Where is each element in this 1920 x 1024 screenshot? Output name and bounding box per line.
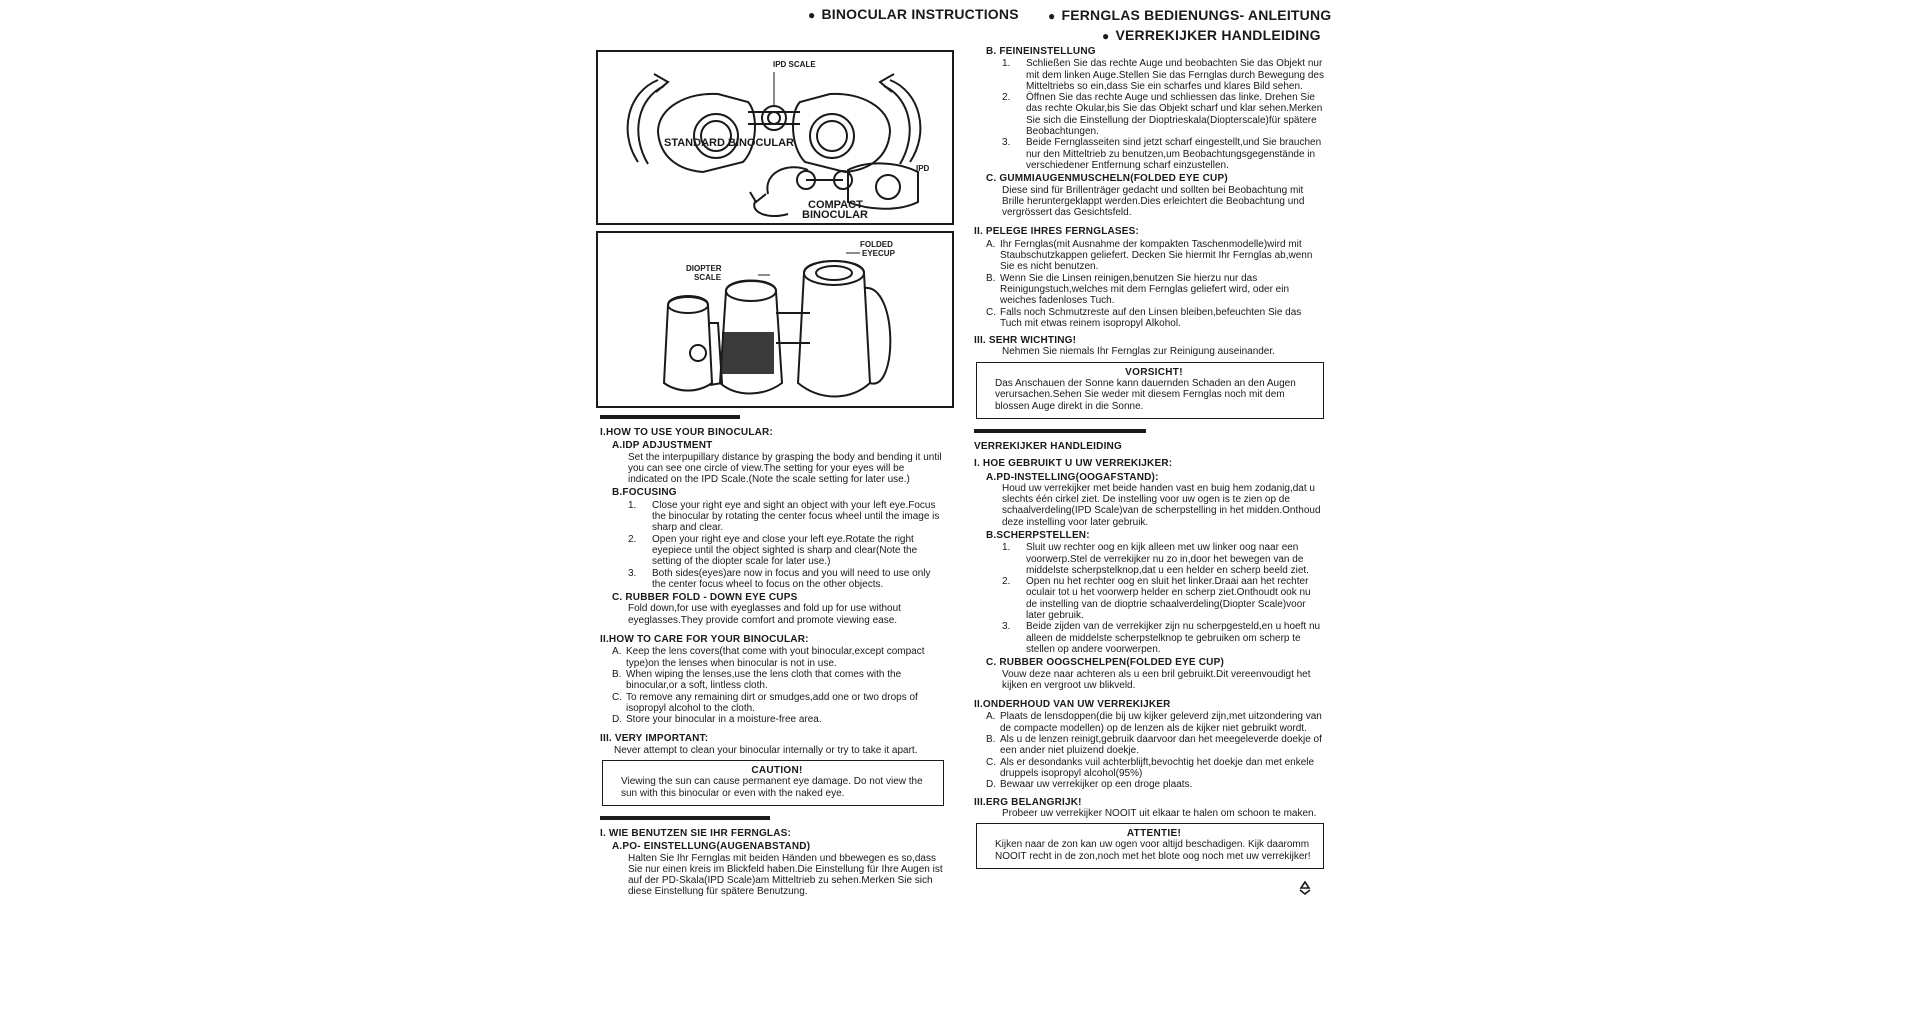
german-s3-title: III. SEHR WICHTING! <box>974 335 1077 347</box>
english-s1-title: I.HOW TO USE YOUR BINOCULAR: <box>600 427 774 438</box>
german-a-text: Halten Sie Ihr Fernglas mit beiden Händen und bbewegen es so,dass Sie nur einen kreis im Blickfeld haben.Die Einstellung für Ihre Augen ist auf der PD-Skala(IPD Scale)am Mitteltrieb zu sehen.Merken Sie sich diese Einstellung für spätere Benutzung. <box>628 852 943 898</box>
dutch-caution-title: ATTENTIE! <box>1126 828 1182 840</box>
section-divider-dutch <box>974 429 1146 433</box>
recycle-icon <box>1297 880 1313 896</box>
dutch-c-title: C. RUBBER OOGSCHELPEN(FOLDED EYE CUP) <box>986 657 1224 669</box>
list-item: C. To remove any remaining dirt or smudges,add one or two drops of isopropyl alcohol to the cloth. <box>612 691 918 714</box>
english-c-title: C. RUBBER FOLD - DOWN EYE CUPS <box>612 592 798 604</box>
header-dutch-title: ● VERREKIJKER HANDLEIDING <box>1102 27 1321 43</box>
dutch-s2-title: II.ONDERHOUD VAN UW VERREKIJKER <box>974 699 1171 711</box>
english-caution-box <box>602 760 944 806</box>
german-c-title: C. GUMMIAUGENMUSCHELN(FOLDED EYE CUP) <box>986 173 1228 185</box>
dutch-s2-list <box>986 711 1330 790</box>
german-c-text: Diese sind für Brillenträger gedacht und sollten bei Beobachtung mit Brille heruntergeklappt werden.Dies erleichtert die Beobachtung und vergrössert das Gesichtsfeld. <box>1002 184 1305 219</box>
german-s2-title: II. PELEGE IHRES FERNGLASES: <box>974 226 1140 238</box>
list-item: 2. Öffnen Sie das rechte Auge und schliessen das linke. Drehen Sie das rechte Okular,bis Sie das Objekt scharf und klar sehen.Merken Sie sich die Einstellung der Dioptrieskala(Diopterscale)für spätere Beobachtungen. <box>1002 92 1323 138</box>
list-item: A. Plaats de lensdoppen(die bij uw kijker geleverd zijn,met uitzondering van de compacte modellen) op de lenzen als de kijker niet gebruikt wordt. <box>986 711 1322 734</box>
german-s2-list <box>986 239 1330 329</box>
dutch-heading: VERREKIJKER HANDLEIDING <box>974 440 1122 452</box>
label-diopter: DIOPTER <box>686 264 722 273</box>
label-ipd: IPD <box>916 164 930 173</box>
list-item: B. When wiping the lenses,use the lens cloth that comes with the binocular,or a soft, lintless cloth. <box>612 668 902 692</box>
dutch-b-title: B.SCHERPSTELLEN: <box>986 529 1090 541</box>
german-caution-box <box>976 362 1324 419</box>
label-compact: COMPACT <box>808 199 863 211</box>
header-english-title: ● BINOCULAR INSTRUCTIONS <box>808 6 1019 22</box>
list-item: B. Als u de lenzen reinigt,gebruik daarvoor dan het meegeleverde doekje of een ander niet pluizend doekje. <box>986 734 1322 757</box>
list-item: 3. Beide zijden van de verrekijker zijn nu scherpgesteld,en u hoeft nu alleen de middelste scherpstelknop te gebruiken om scherp te stellen op andere voorwerpen. <box>1002 621 1321 655</box>
list-item: 1. Schließen Sie das rechte Auge und beobachten Sie das Objekt nur mit dem linken Auge.Stellen Sie das Fernglas durch Bewegung des Mitteltriebs so ein,dass Sie ein scharfes und klares Bild sehen. <box>1002 58 1324 92</box>
list-item: 1. Close your right eye and sight an object with your left eye.Focus the binocular by rotating the center focus wheel until the image is sharp and clear. <box>628 499 940 534</box>
english-s2-title: II.HOW TO CARE FOR YOUR BINOCULAR: <box>600 634 809 646</box>
german-caution-title: VORSICHT! <box>1125 366 1183 378</box>
list-item: 1. Sluit uw rechter oog en kijk alleen met uw linker oog naar een voorwerp.Stel de verrekijker nu zo in,door het bewegen van de middelste scherpstelknop,dat u een helder en scherp beeld ziet. <box>1002 542 1309 576</box>
dutch-b-list <box>1002 542 1330 655</box>
list-item: C. Als er desondanks vuil achterblijft,bevochtig het doekje dan met enkele druppels isopropyl alcohol(95%) <box>986 756 1315 779</box>
german-b-title: B. FEINEINSTELLUNG <box>986 46 1096 57</box>
label-ipd-scale: IPD SCALE <box>773 60 816 69</box>
label-diopter-scale: SCALE <box>694 273 722 282</box>
label-eyecup: EYECUP <box>862 249 895 258</box>
instruction-sheet <box>566 0 1342 1024</box>
list-item: A. Keep the lens covers(that come with yout binocular,except compact type)on the lenses when binocular is not in use. <box>612 646 925 669</box>
figure-ipd-adjustment <box>596 50 954 225</box>
german-b-list <box>1002 58 1330 171</box>
dutch-caution-box <box>976 823 1324 869</box>
english-b-list <box>628 500 950 590</box>
english-a-text: Set the interpupillary distance by grasping the body and bending it until you can see one circle of view.The setting for your eyes will be indicated on the IPD Scale.(Note the scale setting for later use.) <box>628 451 942 486</box>
list-item: 2. Open your right eye and close your left eye.Rotate the right eyepiece until the object sighted is sharp and clear(Note the setting of the diopter scale for later use.) <box>628 533 918 568</box>
english-s3-text: Never attempt to clean your binocular internally or try to take it apart. <box>614 744 918 756</box>
german-s3-text: Nehmen Sie niemals Ihr Fernglas zur Reinigung auseinander. <box>1002 346 1275 358</box>
label-compact-binocular: BINOCULAR <box>802 209 868 221</box>
dutch-a-text: Houd uw verrekijker met beide handen vast en buig hem zodanig,dat u slechts één cirkel ziet. De instelling voor uw ogen is te zien op de schaalverdeling(IPD Scale)van de scherpstelling in het midden.Onthoud deze instelling voor later gebruik. <box>1002 482 1321 528</box>
english-a-title: A.IDP ADJUSTMENT <box>612 440 713 452</box>
section-divider-german <box>600 816 770 820</box>
dutch-c-text: Vouw deze naar achteren als u een bril gebruikt.Dit vereenvoudigt het kijken en vergroot uw blikveld. <box>1002 668 1311 691</box>
list-item: 3. Beide Fernglasseiten sind jetzt scharf eingestellt,und Sie brauchen nur den Mitteltrieb zu benutzen,um Beobachtungsgegenstände in verschiedener Entfernung scharf einzustellen. <box>1002 137 1322 171</box>
english-c-text: Fold down,for use with eyeglasses and fold up for use without eyeglasses.They provide comfort and promote viewing ease. <box>628 603 901 626</box>
german-caution-text: Das Anschauen der Sonne kann dauernden Schaden an den Augen verursachen.Sehen Sie weder mit diesem Fernglas noch mit dem blossen Auge direkt in die Sonne. <box>995 378 1296 412</box>
dutch-caution-text: Kijken naar de zon kan uw ogen voor altijd beschadigen. Kijk daaromm NOOIT recht in de zon,noch met het blote oog noch met uw verrekijker! <box>995 839 1311 862</box>
list-item: D. Store your binocular in a moisture-free area. <box>612 714 822 726</box>
left-column <box>600 415 950 898</box>
figure-eyecup-diopter <box>596 231 954 408</box>
dutch-a-title: A.PD-INSTELLING(OOGAFSTAND): <box>986 471 1159 483</box>
list-item: B. Wenn Sie die Linsen reinigen,benutzen Sie hierzu nur das Reinigungstuch,welches mit dem Fernglas geliefert wird, oder ein weiches fadenloses Tuch. <box>986 272 1290 307</box>
german-a-title: A.PO- EINSTELLUNG(AUGENABSTAND) <box>612 841 811 853</box>
english-caution-text: Viewing the sun can cause permanent eye damage. Do not view the sun with this binocular or even with the naked eye. <box>621 776 923 799</box>
list-item: D. Bewaar uw verrekijker op een droge plaats. <box>986 779 1193 791</box>
german-s1-title: I. WIE BENUTZEN SIE IHR FERNGLAS: <box>600 827 792 839</box>
english-b-title: B.FOCUSING <box>612 487 677 499</box>
english-s2-list <box>612 646 950 725</box>
header-german-title: ● FERNGLAS BEDIENUNGS- ANLEITUNG <box>1048 7 1331 23</box>
english-caution-title: CAUTION! <box>751 765 803 777</box>
english-s3-title: III. VERY IMPORTANT: <box>600 733 709 745</box>
list-item: 2. Open nu het rechter oog en sluit het linker.Draai aan het rechter oculair tot u het voorwerp helder en scherp ziet.Onthoudt ook nu de instelling van de dioptrie schaalverdeling(Diopter Scale)voor later gebruik. <box>1002 576 1311 622</box>
list-item: C. Falls noch Schmutzreste auf den Linsen bleiben,befeuchten Sie das Tuch mit etwas reinem isopropyl Alkohol. <box>986 306 1302 329</box>
list-item: A. Ihr Fernglas(mit Ausnahme der kompakten Taschenmodelle)wird mit Staubschutzkappen geliefert. Decken Sie hiermit Ihr Fernglas ab,wenn Sie es nicht benutzen. <box>986 238 1313 273</box>
right-column <box>974 46 1330 873</box>
dutch-s3-title: III.ERG BELANGRIJK! <box>974 796 1082 808</box>
label-folded: FOLDED <box>860 240 893 249</box>
list-item: 3. Both sides(eyes)are now in focus and you will need to use only the center focus wheel to focus on the other objects. <box>628 567 931 590</box>
label-standard-binocular: STANDARD BINOCULAR <box>664 137 794 149</box>
section-divider-english <box>600 415 740 419</box>
dutch-s1-title: I. HOE GEBRUIKT U UW VERREKIJKER: <box>974 458 1173 470</box>
dutch-s3-text: Probeer uw verrekijker NOOIT uit elkaar te halen om schoon te maken. <box>1002 807 1317 819</box>
eyecup-binocular-drawing <box>598 233 952 406</box>
